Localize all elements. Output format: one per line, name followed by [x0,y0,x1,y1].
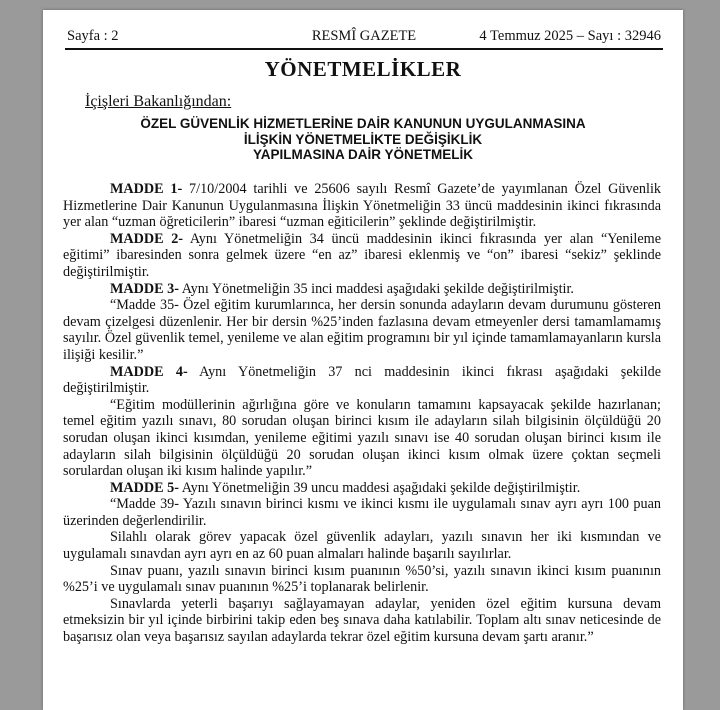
paragraph-text: Sınav puanı, yazılı sınavın birinci kısım puanının %50’si, yazılı sınavın ikinci kısım puanının %25’i ve uygulamalı sınav puanının %25’i toplanarak belirlenir. [63,562,661,596]
article-paragraph [63,480,661,497]
quoted-paragraph [63,529,661,562]
article-paragraph [63,364,661,397]
article-label: MADDE 2- [110,230,184,247]
page-header [67,28,661,48]
article-text: 7/10/2004 tarihli ve 25606 sayılı Resmî Gazete’de yayımlanan Özel Güvenlik Hizmetlerine Dair Kanunun Uygulanmasına İlişkin Yönetmeliğin 33 üncü maddesinin ikinci fıkrasında yer alan “uzman öğreticilerin” ibaresi “uzman eğiticilerin” şeklinde değiştirilmiştir. [63,181,661,231]
paragraph-text: “Eğitim modüllerinin ağırlığına göre ve konuların tamamını kapsayacak şekilde hazırlanan; temel eğitim yazılı sınavı, 80 sorudan oluşan birinci kısım ile adayların silah bilgisinin ölçüldüğü 20 sorudan oluşan ikinci kısımdan, yenileme eğitimi yazılı sınavı ise 40 sorudan oluşan birinci kısım ile adayların silah bilgisinin ölçüldüğü 20 sorudan oluşan ikinci kısım olmak üzere çoktan seçmeli sorulardan oluşan iki kısım halinde yapılır.” [63,396,661,480]
paragraph-text: Sınavlarda yeterli başarıyı sağlayamayan adaylar, yeniden özel eğitim kursuna devam etmeksizin bir yıl içinde birbirini takip eden beş sınava daha katılabilir. Toplam altı sınav neticesinde de başarısız olan veya başarısız sayılan adaylarda tekrar özel eğitim kursuna devam şartı aranır.” [63,595,661,646]
article-label: MADDE 5- [110,479,179,496]
page-number: Sayfa : 2 [67,28,119,44]
header-rule [65,48,663,50]
paragraph-text: “Madde 35- Özel eğitim kurumlarınca, her dersin sonunda adayların devam durumunu gösteren devam çizelgesi düzenlenir. Her bir dersin %25’inden fazlasına devam etmeyenler dersi tamamlamamış sayılır. Özel güvenlik temel, yenileme ve alan eğitim programını bir yıl içinde tamamlamayanların kursla ilişiği kesilir.” [63,297,661,363]
article-text: Aynı Yönetmeliğin 37 nci maddesinin ikinci fıkrası aşağıdaki şekilde değiştirilmiştir. [63,363,661,397]
gazette-name: RESMÎ GAZETE [311,28,417,44]
regulation-body [63,181,661,646]
quoted-paragraph [63,496,661,529]
regulation-title-line: İLİŞKİN YÖNETMELİKTE DEĞİŞİKLİK [243,131,483,147]
article-paragraph [63,181,661,231]
article-text: Aynı Yönetmeliğin 35 inci maddesi aşağıdaki şekilde değiştirilmiştir. [178,280,574,297]
article-label: MADDE 4- [110,363,188,380]
quoted-paragraph [63,297,661,363]
quoted-paragraph [63,563,661,596]
gazette-page [43,10,683,710]
quoted-paragraph [63,596,661,646]
article-label: MADDE 3- [110,280,179,297]
article-paragraph [63,281,661,298]
article-text: Aynı Yönetmeliğin 39 uncu maddesi aşağıdaki şekilde değiştirilmiştir. [178,479,581,496]
section-title: YÖNETMELİKLER [264,57,462,81]
article-text: Aynı Yönetmeliğin 34 üncü maddesinin ikinci fıkrasında yer alan “Yenileme eğitimi” ibaresinden sonra gelmek üzere “en az” ibaresi eklenmiş ve “on” ibaresi “sekiz” şeklinde değiştirilmiştir. [63,230,661,280]
regulation-title-line: YAPILMASINA DAİR YÖNETMELİK [252,147,474,162]
quoted-paragraph [63,397,661,480]
ministry-name: İçişleri Bakanlığından: [85,93,232,110]
regulation-title-line: ÖZEL GÜVENLİK HİZMETLERİNE DAİR KANUNUN UYGULANMASINA [140,116,586,131]
article-label: MADDE 1- [110,181,183,197]
date-issue: 4 Temmuz 2025 – Sayı : 32946 [479,28,661,44]
paragraph-text: “Madde 39- Yazılı sınavın birinci kısmı ve ikinci kısmı ile uygulamalı sınav ayrı ayrı 100 puan üzerinden değerlendirilir. [63,496,661,529]
article-paragraph [63,231,661,281]
regulation-title [43,116,683,163]
paragraph-text: Silahlı olarak görev yapacak özel güvenlik adayları, yazılı sınavın her iki kısmından ve uygulamalı sınavdan ayrı ayrı en az 60 puan almaları halinde başarılı sayılırlar. [63,529,661,563]
